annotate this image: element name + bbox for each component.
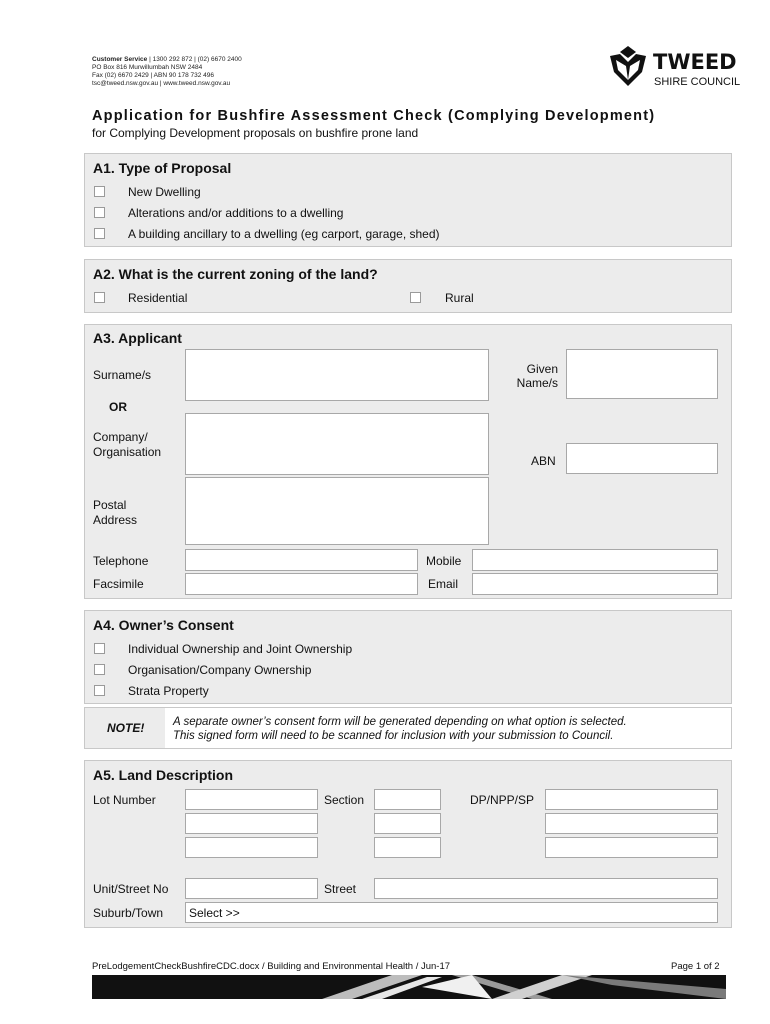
customer-service-label: Customer Service	[92, 56, 148, 63]
lot-number-field-1[interactable]	[185, 789, 318, 810]
facsimile-label: Facsimile	[93, 577, 144, 591]
company-field[interactable]	[185, 413, 489, 475]
checkbox-rural[interactable]	[410, 292, 421, 303]
email-field[interactable]	[472, 573, 718, 595]
section-field-2[interactable]	[374, 813, 441, 834]
section-owners-consent	[84, 610, 732, 704]
page-subtitle: for Complying Development proposals on bushfire prone land	[92, 126, 419, 140]
label-line: Organisation	[93, 445, 162, 459]
lot-number-field-3[interactable]	[185, 837, 318, 858]
footer-ribbon	[92, 975, 726, 999]
section-label: Section	[324, 793, 365, 807]
section-field-1[interactable]	[374, 789, 441, 810]
dp-label: DP/NPP/SP	[470, 793, 535, 807]
mobile-field[interactable]	[472, 549, 718, 571]
logo-wordmark: TWEED	[653, 50, 737, 74]
dp-field-3[interactable]	[545, 837, 718, 858]
company-label	[93, 430, 161, 460]
note-text	[173, 715, 627, 743]
section-title: A4. Owner’s Consent	[93, 617, 234, 633]
section-land-description	[84, 760, 732, 928]
section-title: A2. What is the current zoning of the land?	[93, 266, 378, 282]
option-label: A building ancillary to a dwelling (eg carport, garage, shed)	[128, 227, 440, 241]
option-label: Organisation/Company Ownership	[128, 663, 312, 677]
postal-address-field[interactable]	[185, 477, 489, 545]
checkbox-alterations[interactable]	[94, 207, 105, 218]
page-title: Application for Bushfire Assessment Check (Complying Development)	[92, 108, 656, 124]
contact-info	[92, 56, 242, 88]
suburb-select[interactable]	[185, 902, 718, 923]
label-line: Name/s	[516, 376, 558, 390]
contact-fax-abn: Fax (02) 6670 2429 | ABN 90 178 732 496	[92, 72, 215, 79]
section-title: A3. Applicant	[93, 330, 182, 346]
logo-subtitle: SHIRE COUNCIL	[654, 76, 741, 88]
given-names-label	[510, 362, 558, 390]
option-label: Strata Property	[128, 684, 209, 698]
note-line: This signed form will need to be scanned for inclusion with your submission to Council.	[173, 730, 614, 742]
mobile-label: Mobile	[426, 554, 462, 568]
label-line: Given	[526, 362, 558, 376]
checkbox-ancillary-building[interactable]	[94, 228, 105, 239]
telephone-label: Telephone	[93, 554, 149, 568]
note-panel	[84, 707, 732, 749]
section-zoning	[84, 259, 732, 313]
checkbox-company-ownership[interactable]	[94, 664, 105, 675]
suburb-label: Suburb/Town	[93, 906, 164, 920]
label-line: Postal	[93, 498, 127, 512]
option-label: Alterations and/or additions to a dwelling	[128, 206, 344, 220]
surname-field[interactable]	[185, 349, 489, 401]
checkbox-strata-property[interactable]	[94, 685, 105, 696]
label-line: Company/	[93, 430, 148, 444]
option-label: New Dwelling	[128, 185, 201, 199]
surname-label: Surname/s	[93, 368, 152, 382]
checkbox-new-dwelling[interactable]	[94, 186, 105, 197]
note-label: NOTE!	[107, 721, 145, 735]
or-label: OR	[109, 400, 127, 414]
dp-field-1[interactable]	[545, 789, 718, 810]
lot-number-field-2[interactable]	[185, 813, 318, 834]
abn-label: ABN	[531, 454, 556, 468]
email-label: Email	[428, 577, 459, 591]
section-applicant	[84, 324, 732, 599]
given-names-field[interactable]	[566, 349, 718, 399]
footer-document-info: PreLodgementCheckBushfireCDC.docx / Building and Environmental Health / Jun-17	[92, 961, 451, 972]
checkbox-individual-ownership[interactable]	[94, 643, 105, 654]
street-label: Street	[324, 882, 357, 896]
council-logo-icon	[606, 44, 651, 88]
customer-service-phones: | 1300 292 872 | (02) 6670 2400	[147, 56, 242, 63]
dp-field-2[interactable]	[545, 813, 718, 834]
facsimile-field[interactable]	[185, 573, 418, 595]
lot-number-label: Lot Number	[93, 793, 156, 807]
section-type-of-proposal	[84, 153, 732, 247]
section-title: A1. Type of Proposal	[93, 160, 232, 176]
section-field-3[interactable]	[374, 837, 441, 858]
contact-web: tsc@tweed.nsw.gov.au | www.tweed.nsw.gov.au	[92, 80, 231, 87]
telephone-field[interactable]	[185, 549, 418, 571]
contact-postal: PO Box 816 Murwillumbah NSW 2484	[92, 64, 203, 71]
section-title: A5. Land Description	[93, 767, 234, 783]
option-label: Individual Ownership and Joint Ownership	[128, 642, 353, 656]
postal-address-label	[93, 498, 137, 528]
checkbox-residential[interactable]	[94, 292, 105, 303]
option-label: Residential	[128, 291, 188, 305]
abn-field[interactable]	[566, 443, 718, 474]
footer-page-number: Page 1 of 2	[671, 961, 720, 972]
label-line: Address	[93, 513, 138, 527]
unit-street-no-field[interactable]	[185, 878, 318, 899]
suburb-select-value: Select >>	[189, 906, 240, 920]
option-label: Rural	[445, 291, 474, 305]
note-line: A separate owner’s consent form will be generated depending on what option is selected.	[173, 716, 627, 728]
unit-street-no-label: Unit/Street No	[93, 882, 169, 896]
street-field[interactable]	[374, 878, 718, 899]
